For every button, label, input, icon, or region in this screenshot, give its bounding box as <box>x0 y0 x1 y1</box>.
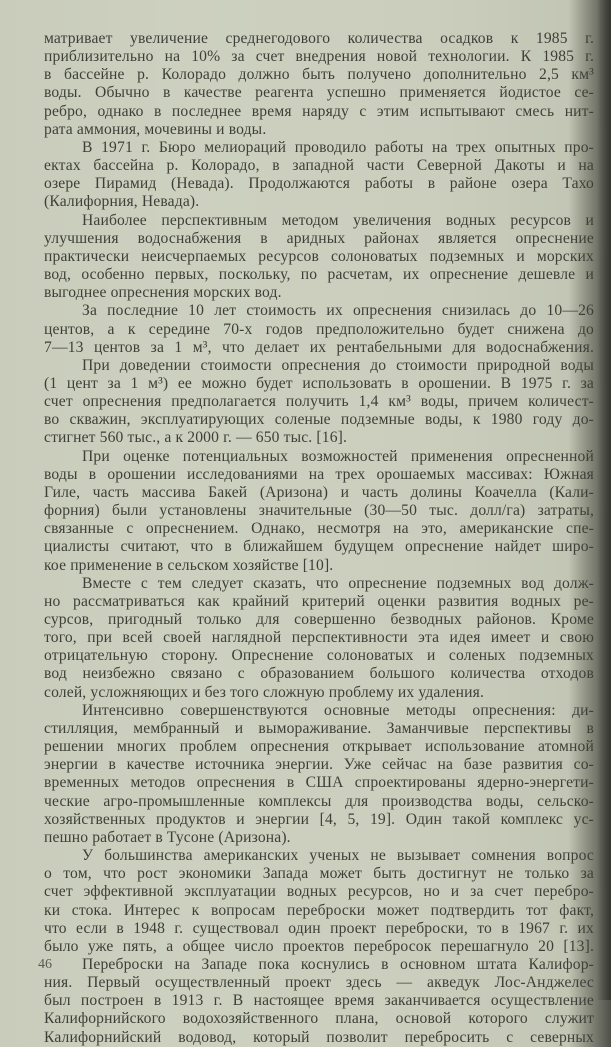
text-line: солей, усложняющих и без того сложную проблему их удаления. <box>44 683 484 701</box>
text-line: Гиле, часть массива Бакей (Аризона) и часть долины Коачелла (Кали- <box>44 483 594 501</box>
text-line: 7—13 центов за 1 м³, что делает их рентабельными для водоснабжения. <box>44 338 594 356</box>
text-line: связанные с опреснением. Однако, несмотря на это, американские спе- <box>44 520 594 538</box>
text-line: Наиболее перспективным методом увеличения водных ресурсов и <box>82 211 594 229</box>
text-line: вод неизбежно связано с образованием большого количества отходов <box>44 665 594 683</box>
text-line: ребро, однако в последнее время наряду с этим испытывают смесь нит- <box>44 102 594 120</box>
text-line: стилляция, мембранный и вымораживание. Заманчивые перспективы в <box>44 719 594 737</box>
text-line: выгоднее опреснения морских вод. <box>44 284 282 302</box>
text-line: решении многих проблем опреснения открывает использование атомной <box>44 738 594 756</box>
text-line: рата аммония, мочевины и воды. <box>44 120 267 138</box>
text-line: во скважин, эксплуатирующих соленые подземные воды, к 1980 году до- <box>44 411 594 429</box>
text-line: что если в 1948 г. существовал один проект переброски, то в 1967 г. их <box>44 919 594 937</box>
text-line: У большинства американских ученых не вызывает сомнения вопрос <box>82 847 594 865</box>
text-line: счет эффективной эксплуатации водных ресурсов, но и за счет перебро- <box>44 883 594 901</box>
page-body <box>44 30 594 1047</box>
text-line: (1 цент за 1 м³) ее можно будет использовать в орошении. В 1975 г. за <box>44 374 594 392</box>
text-line: При оценке потенциальных возможностей применения опресненной <box>82 447 594 465</box>
text-line: циалисты считают, что в ближайшем будущем опреснение найдет широ- <box>44 538 594 556</box>
text-line: того, при всей своей наглядной перспективности эта идея имеет и свою <box>44 629 594 647</box>
page-number: 46 <box>38 957 52 972</box>
text-line: ческие агро-промышленные комплексы для производства воды, сельско- <box>44 792 594 810</box>
text-line: За последние 10 лет стоимость их опреснения снизилась до 10—26 <box>82 302 594 320</box>
text-line: но рассматриваться как крайний критерий оценки развития водных ре- <box>44 592 594 610</box>
text-line: ки стока. Интерес к вопросам переброски может подтвердить тот факт, <box>44 901 594 919</box>
text-line: Переброски на Западе пока коснулись в основном штата Калифор- <box>82 955 594 973</box>
text-line: был построен в 1913 г. В настоящее время заканчивается осуществление <box>44 992 594 1010</box>
text-line: отрицательную сторону. Опреснение солоноватых и соленых подземных <box>44 647 594 665</box>
text-line: центов, а к середине 70-х годов предположительно будет снижена до <box>44 320 594 338</box>
text-line: энергии в качестве источника энергии. Уже сейчас на базе развития со- <box>44 756 594 774</box>
text-line: пешно работает в Тусоне (Аризона). <box>44 828 291 846</box>
text-line: Калифорнийский водовод, который позволит перебросить с северных <box>44 1028 594 1046</box>
text-line: практически неисчерпаемых ресурсов солоноватых подземных и морских <box>44 247 594 265</box>
text-line: улучшения водоснабжения в аридных районах является опреснение <box>44 229 594 247</box>
text-line: хозяйственных продуктов и энергии [4, 5, 19]. Один такой комплекс ус- <box>44 810 594 828</box>
text-line: озере Пирамид (Невада). Продолжаются работы в районе озера Тахо <box>44 175 594 193</box>
text-line: счет опреснения предполагается получить 1,4 км³ воды, причем количест- <box>44 393 594 411</box>
text-line: ектах бассейна р. Колорадо, в западной части Северной Дакоты и на <box>44 157 594 175</box>
text-line: сурсов, пригодный только для совершенно безводных районов. Кроме <box>44 611 594 628</box>
text-line: приблизительно на 10% за счет внедрения новой технологии. К 1985 г. <box>44 48 594 66</box>
text-line: временных методов опреснения в США спроектированы ядерно-энергети- <box>44 774 594 792</box>
text-line: Калифорнийского водохозяйственного плана, основой которого служит <box>44 1010 594 1028</box>
text-line: кое применение в сельском хозяйстве [10]. <box>44 556 334 574</box>
text-line: воды. Обычно в качестве реагента успешно применяется йодистое се- <box>44 84 594 102</box>
text-line: было уже пять, а общее число проектов перебросок перешагнуло 20 [13]. <box>44 937 594 955</box>
text-line: Интенсивно совершенствуются основные методы опреснения: ди- <box>82 701 594 719</box>
text-line: (Калифорния, Невада). <box>44 193 200 211</box>
text-line: форния) были установлены значительные (30—50 тыс. долл/га) затраты, <box>44 502 594 520</box>
text-line: матривает увеличение среднегодового количества осадков к 1985 г. <box>44 30 594 47</box>
text-line: воды в орошении исследованиями на трех орошаемых массивах: Южная <box>44 465 594 483</box>
text-line: В 1971 г. Бюро мелиораций проводило работы на трех опытных про- <box>82 138 594 156</box>
text-line: в бассейне р. Колорадо должно быть получено дополнительно 2,5 км³ <box>44 66 594 84</box>
text-line: При доведении стоимости опреснения до стоимости природной воды <box>82 356 594 374</box>
text-line: вод, особенно первых, поскольку, по расчетам, их опреснение дешевле и <box>44 266 594 284</box>
text-line: ния. Первый осуществленный проект здесь — акведук Лос-Анджелес <box>44 974 594 992</box>
book-spine-shadow <box>597 0 611 1000</box>
text-line: о том, что рост экономики Запада может быть достигнут не только за <box>44 865 594 883</box>
text-line: стигнет 560 тыс., а к 2000 г. — 650 тыс. [16]. <box>44 429 348 447</box>
text-line: Вместе с тем следует сказать, что опреснение подземных вод долж- <box>82 574 594 592</box>
